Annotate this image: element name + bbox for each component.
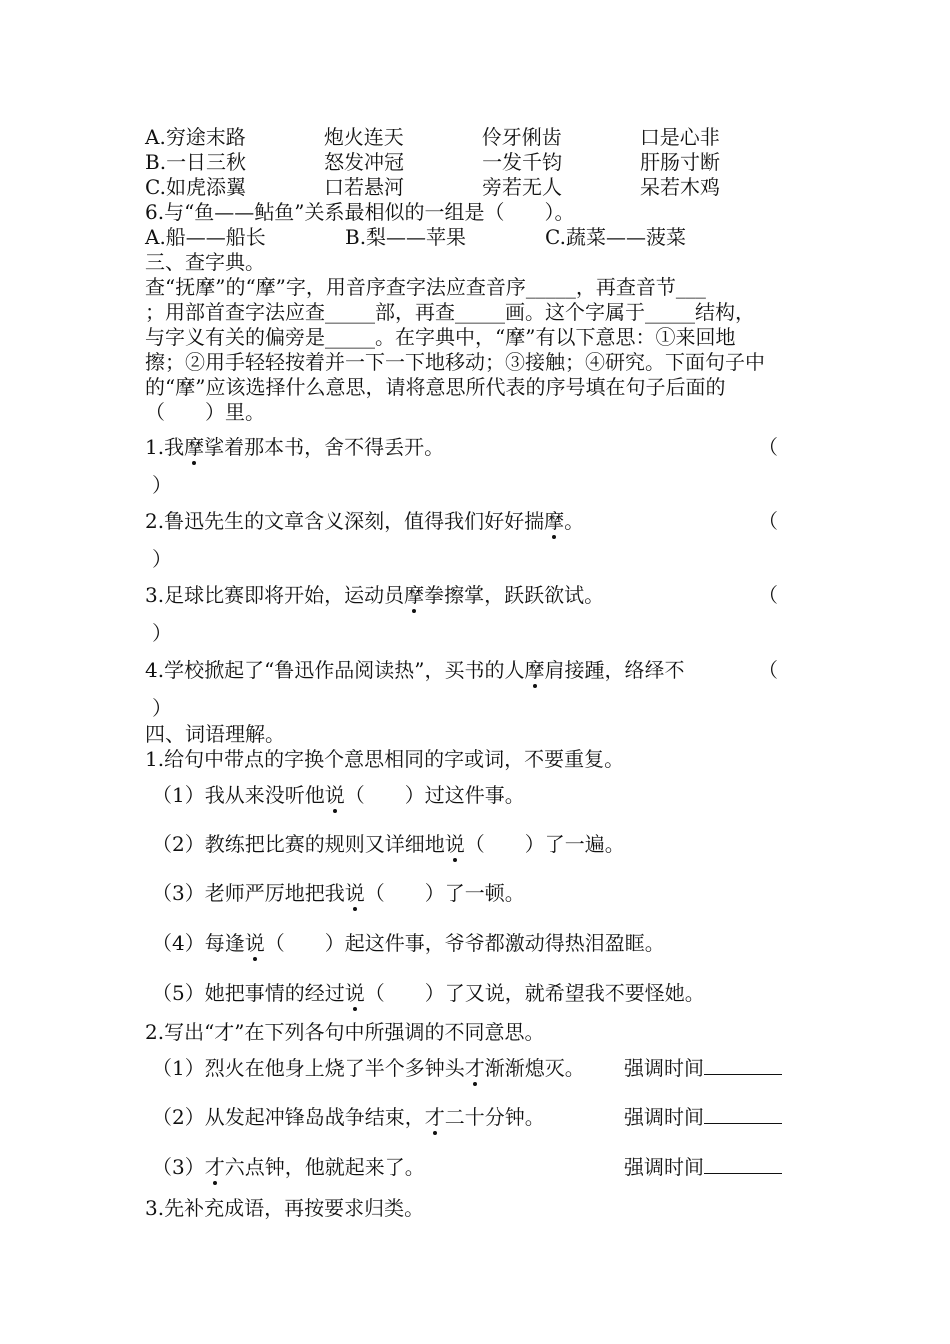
section3-para-line-5: 的“摩”应该选择什么意思，请将意思所代表的序号填在句子后面的 [145, 375, 726, 399]
section3-para-line-3: 与字义有关的偏旁是_____。在字典中，“摩”有以下意思：①来回地 [145, 325, 736, 349]
section4-q2-item-1: （1）烈火在他身上烧了半个多钟头才渐渐熄灭。 [152, 1056, 585, 1080]
dotted-char: 说 [344, 981, 365, 1005]
fill-in-paren[interactable]: （ ）起这件事，爷爷都激动得热泪盈眶。 [264, 931, 665, 955]
section3-para-line-1: 查“抚摩”的“摩”字，用音序查字法应查音序_____，再查音节___ [145, 275, 706, 299]
dotted-char: 摩 [544, 509, 565, 533]
answer-paren-open[interactable]: （ [758, 583, 778, 607]
dotted-char: 才 [204, 1155, 225, 1179]
q6-option-a: A.船——船长 [145, 225, 266, 249]
fill-in-paren[interactable]: （ ）了一遍。 [464, 832, 625, 856]
dotted-char: 说 [444, 832, 465, 856]
q5-option-c [145, 174, 720, 200]
section3-title: 三、查字典。 [145, 250, 265, 274]
dotted-char: 才 [464, 1056, 485, 1080]
option-prefix: C. [145, 175, 166, 199]
answer-paren-close: ） [152, 547, 172, 571]
option-prefix: A. [145, 125, 166, 149]
idiom: 如虎添翼 [165, 175, 246, 199]
idiom: 口是心非 [639, 125, 720, 149]
idiom: 呆若木鸡 [639, 175, 720, 199]
section4-q2-item-2: （2）从发起冲锋岛战争结束，才二十分钟。 [152, 1105, 545, 1129]
idiom: 炮火连天 [323, 125, 404, 149]
answer-blank[interactable] [704, 1056, 782, 1075]
dotted-char: 说 [244, 931, 265, 955]
answer-paren-close: ） [152, 696, 172, 720]
answer-blank[interactable] [704, 1105, 782, 1124]
dotted-char: 才 [424, 1105, 445, 1129]
emphasis-answer-1: 强调时间 [624, 1055, 782, 1081]
section4-q1-item-3: （3）老师严厉地把我说（ ）了一顿。 [152, 881, 525, 905]
section3-para-line-4: 擦；②用手轻轻按着并一下一下地移动；③接触；④研究。下面句子中 [145, 350, 765, 374]
idiom: 旁若无人 [481, 175, 562, 199]
section3-para-line-2: ；用部首查字法应查_____部，再查_____画。这个字属于_____结构， [145, 300, 755, 324]
section4-q1-item-4: （4）每逢说（ ）起这件事，爷爷都激动得热泪盈眶。 [152, 931, 665, 955]
section4-q1-item-5: （5）她把事情的经过说（ ）了又说，就希望我不要怪她。 [152, 981, 705, 1005]
dotted-char: 摩 [404, 583, 425, 607]
emphasis-answer-2: 强调时间 [624, 1104, 782, 1130]
section4-q1-stem: 1.给句中带点的字换个意思相同的字或词，不要重复。 [145, 747, 625, 771]
dotted-char: 摩 [524, 658, 545, 682]
answer-paren-close: ） [152, 621, 172, 645]
section4-q3-stem: 3.先补充成语，再按要求归类。 [145, 1196, 425, 1220]
q6-option-c: C.蔬菜——菠菜 [545, 225, 686, 249]
answer-paren-close: ） [152, 473, 172, 497]
emphasis-answer-3: 强调时间 [624, 1154, 782, 1180]
dotted-char: 说 [344, 881, 365, 905]
section4-q2-item-3: （3）才六点钟，他就起来了。 [152, 1155, 425, 1179]
section3-item-2: 2.鲁迅先生的文章含义深刻，值得我们好好揣摩。 [145, 509, 585, 533]
section4-q2-stem: 2.写出“才”在下列各句中所强调的不同意思。 [145, 1020, 545, 1044]
idiom: 伶牙俐齿 [481, 125, 562, 149]
section3-para-line-6: （ ）里。 [145, 400, 265, 424]
q6-option-b: B.梨——苹果 [345, 225, 467, 249]
section3-item-4: 4.学校掀起了“鲁迅作品阅读热”，买书的人摩肩接踵，络绎不 [145, 658, 685, 682]
q5-option-b [145, 149, 720, 175]
dotted-char: 摩 [184, 435, 205, 459]
section4-q1-item-2: （2）教练把比赛的规则又详细地说（ ）了一遍。 [152, 832, 625, 856]
section3-item-3: 3.足球比赛即将开始，运动员摩拳擦掌，跃跃欲试。 [145, 583, 605, 607]
q6-stem: 6.与“鱼——鲇鱼”关系最相似的一组是（ ）。 [145, 200, 575, 224]
answer-paren-open[interactable]: （ [758, 658, 778, 682]
answer-paren-open[interactable]: （ [758, 509, 778, 533]
q5-option-a [145, 124, 720, 150]
idiom: 一日三秋 [166, 150, 247, 174]
answer-blank[interactable] [704, 1155, 782, 1174]
idiom: 穷途末路 [165, 125, 246, 149]
option-prefix: B. [145, 150, 167, 174]
section4-title: 四、词语理解。 [145, 722, 285, 746]
fill-in-paren[interactable]: （ ）了又说，就希望我不要怪她。 [364, 981, 705, 1005]
idiom: 怒发冲冠 [324, 150, 405, 174]
fill-in-paren[interactable]: （ ）过这件事。 [344, 783, 525, 807]
fill-in-paren[interactable]: （ ）了一顿。 [364, 881, 525, 905]
section4-q1-item-1: （1）我从来没听他说（ ）过这件事。 [152, 783, 525, 807]
answer-paren-open[interactable]: （ [758, 435, 778, 459]
section3-item-1: 1.我摩挲着那本书，舍不得丢开。 [145, 435, 445, 459]
idiom: 一发千钧 [482, 150, 563, 174]
idiom: 口若悬河 [323, 175, 404, 199]
idiom: 肝肠寸断 [640, 150, 721, 174]
dotted-char: 说 [324, 783, 345, 807]
q6-options [145, 224, 686, 250]
